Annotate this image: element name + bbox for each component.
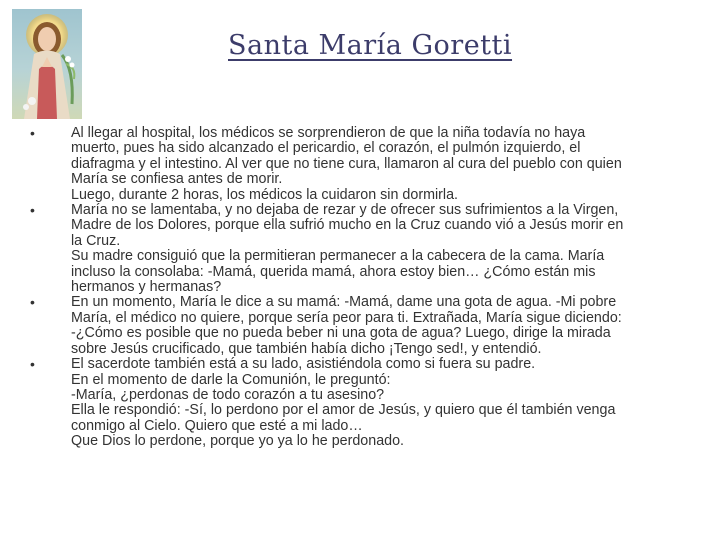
paragraph-line: incluso la consolaba: -Mamá, querida mamá, ahora estoy bien… ¿Cómo están mis bbox=[71, 263, 596, 280]
paragraph-line: Que Dios lo perdone, porque yo ya lo he perdonado. bbox=[71, 433, 405, 450]
paragraph-line: hermanos y hermanas? bbox=[71, 279, 222, 296]
paragraph-line: Madre de los Dolores, porque ella sufrió mucho en la Cruz cuando vió a Jesús morir en bbox=[71, 217, 624, 234]
paragraph-line: muerto, pues ha sido alcanzado el pericardio, el corazón, el pulmón izquierdo, el bbox=[71, 140, 581, 157]
saint-portrait-image bbox=[12, 9, 82, 119]
paragraph-line: la Cruz. bbox=[71, 232, 121, 249]
bullet-item bbox=[30, 203, 698, 295]
bullet-list bbox=[30, 126, 698, 450]
paragraph-line: María se confiesa antes de morir. bbox=[71, 171, 283, 188]
paragraph-line: -María, ¿perdonas de todo corazón a tu asesino? bbox=[71, 386, 385, 403]
bullet-item bbox=[30, 295, 698, 357]
paragraph-line: María, el médico no quiere, porque sería peor para ti. Extrañada, María sigue diciendo: bbox=[71, 309, 622, 326]
bullet-dot-icon: • bbox=[30, 294, 35, 311]
bullet-item bbox=[30, 357, 698, 449]
bullet-dot-icon: • bbox=[30, 356, 35, 373]
paragraph-line: -¿Cómo es posible que no pueda beber ni una gota de agua? Luego, dirige la mirada bbox=[71, 325, 611, 342]
paragraph-line: María no se lamentaba, y no dejaba de rezar y de ofrecer sus sufrimientos a la Virgen, bbox=[71, 202, 619, 219]
page-title: Santa María Goretti bbox=[228, 30, 513, 61]
paragraph-line: En un momento, María le dice a su mamá: -Mamá, dame una gota de agua. -Mi pobre bbox=[71, 294, 617, 311]
bullet-item bbox=[30, 126, 698, 203]
bullet-dot-icon: • bbox=[30, 125, 35, 141]
paragraph-line: Al llegar al hospital, los médicos se sorprendieron de que la niña todavía no haya bbox=[71, 125, 586, 141]
paragraph-line: Luego, durante 2 horas, los médicos la cuidaron sin dormirla. bbox=[71, 186, 459, 203]
paragraph-line: conmigo al Cielo. Quiero que esté a mi lado… bbox=[71, 417, 363, 434]
paragraph-line: Su madre consiguió que la permitieran permanecer a la cabecera de la cama. María bbox=[71, 248, 605, 265]
paragraph-line: En el momento de darle la Comunión, le preguntó: bbox=[71, 371, 391, 388]
paragraph-line: diafragma y el intestino. Al ver que no tiene cura, llamaron al cura del pueblo con quien bbox=[71, 155, 622, 172]
paragraph-line: El sacerdote también está a su lado, asistiéndola como si fuera su padre. bbox=[71, 356, 536, 373]
bullet-dot-icon: • bbox=[30, 202, 35, 219]
paragraph-line: sobre Jesús crucificado, que también había dicho ¡Tengo sed!, y entendió. bbox=[71, 340, 542, 357]
paragraph-line: Ella le respondió: -Sí, lo perdono por el amor de Jesús, y quiero que él también venga bbox=[71, 402, 616, 419]
